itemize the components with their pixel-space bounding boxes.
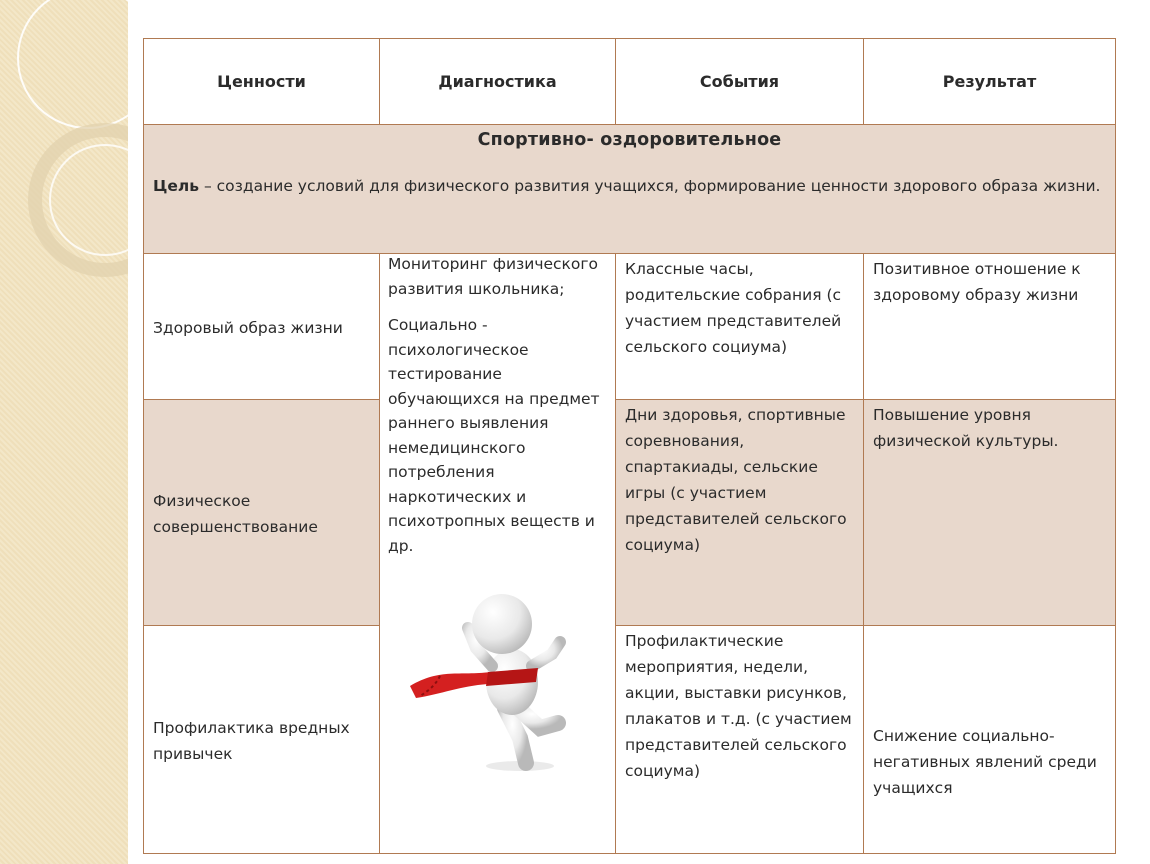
result-cell [864, 254, 1116, 400]
value-text: Здоровый образ жизни [153, 318, 343, 337]
section-row [144, 125, 1116, 254]
value-cell [144, 254, 380, 400]
goal-text [153, 173, 1107, 199]
header-row [144, 39, 1116, 125]
value-cell [144, 626, 380, 854]
diagnostics-cell [380, 254, 616, 854]
decorative-circles [0, 0, 128, 864]
events-cell [616, 400, 864, 626]
result-text: Повышение уровня физической культуры. [873, 406, 1059, 450]
events-text: Классные часы, родительские собрания (с участием представителей сельского социума) [625, 260, 842, 356]
table-row [144, 626, 1116, 854]
result-text: Снижение социально-негативных явлений среди учащихся [873, 726, 1097, 797]
events-text: Дни здоровья, спортивные соревнования, спартакиады, сельские игры (с участием представителей сельского социума) [625, 406, 847, 554]
runner-figure [380, 558, 615, 818]
section-cell [144, 125, 1116, 254]
goal-description: – создание условий для физического развития учащихся, формирование ценности здорового образа жизни. [199, 177, 1101, 195]
table-row [144, 254, 1116, 400]
table-row [144, 400, 1116, 626]
diagnostics-paragraph-1: Мониторинг физического развития школьника; [388, 255, 599, 298]
section-title: Спортивно- оздоровительное [477, 130, 782, 150]
value-text: Физическое совершенствование [153, 491, 318, 536]
header-events: События [616, 39, 864, 125]
header-diagnostics: Диагностика [380, 39, 616, 125]
events-cell [616, 254, 864, 400]
runner-icon [380, 558, 616, 818]
events-cell [616, 626, 864, 854]
goal-label: Цель [153, 177, 200, 195]
header-result: Результат [864, 39, 1116, 125]
header-values: Ценности [144, 39, 380, 125]
value-text: Профилактика вредных привычек [153, 718, 350, 763]
events-text: Профилактические мероприятия, недели, акции, выставки рисунков, плакатов и т.д. (с участием представителей сельского социума) [625, 632, 852, 780]
values-table [143, 38, 1116, 854]
side-decoration [0, 0, 128, 864]
result-cell [864, 626, 1116, 854]
result-text: Позитивное отношение к здоровому образу жизни [873, 260, 1081, 304]
diagnostics-paragraph-2: Социально - психологическое тестирование обучающихся на предмет раннего выявления немедицинского потребления наркотических и психотропных веществ и др. [388, 316, 600, 555]
value-cell [144, 400, 380, 626]
result-cell [864, 400, 1116, 626]
